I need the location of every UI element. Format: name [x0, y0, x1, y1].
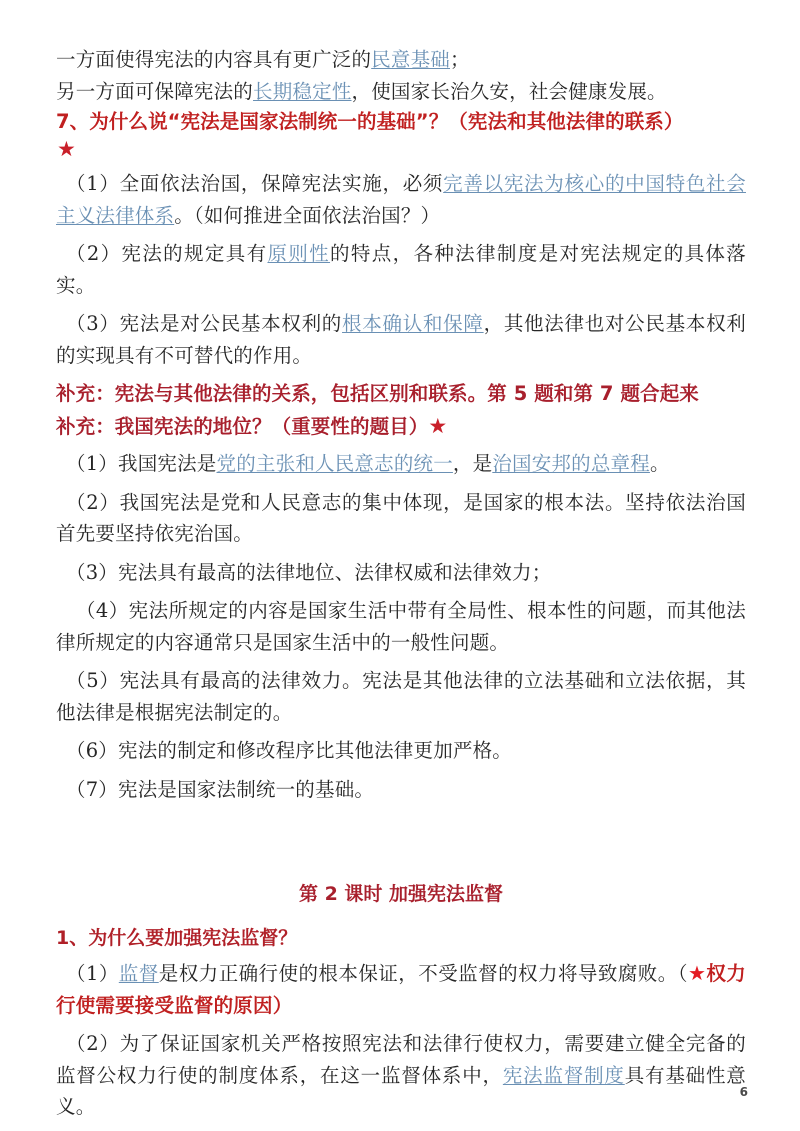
link-yuanzexing[interactable]: 原则性 [267, 242, 331, 265]
intro-line-2-post: ，使国家长治久安，社会健康发展。 [351, 79, 667, 103]
lesson-2-item-1 [56, 958, 746, 1021]
star-icon: ★ [57, 137, 76, 161]
q7-item-3 [56, 308, 746, 371]
intro-line-1-pre: 一方面使得宪法的内容具有更广泛的 [56, 48, 372, 71]
intro-line-2 [56, 76, 746, 108]
status-item-6: （6）宪法的制定和修改程序比其他法律更加严格。 [66, 739, 513, 762]
q7-item-2 [56, 238, 746, 301]
status-item-1-mid: ，是 [452, 452, 493, 475]
lesson-2-item-1-emph: 权力行使需要接受监督的原因） [56, 962, 747, 1017]
q7-item-1-pre: （1）全面依法治国，保障宪法实施，必须 [66, 172, 444, 195]
intro-line-2-pre: 另一方面可保障宪法的 [56, 79, 254, 103]
page-content [56, 44, 746, 1123]
link-xianfa-jiandu-zhidu[interactable]: 宪法监督制度 [502, 1063, 625, 1087]
q7-item-2-pre: （2）宪法的规定具有 [66, 242, 268, 265]
lesson-2-item-2 [56, 1028, 746, 1123]
lesson-2-item-2-pre: （2）为了保证国家机关严格按照宪法和法律行使权力，需要建立健全完备的监督公权力行使的制度体系，在这一监督体系中， [56, 1032, 746, 1087]
intro-line-1-post: ； [450, 48, 470, 71]
status-item-4: （4）宪法所规定的内容是国家生活中带有全局性、根本性的问题，而其他法律所规定的内容通常只是国家生活中的一般性问题。 [56, 599, 746, 654]
link-dang-renmin-tongyi[interactable]: 党的主张和人民意志的统一 [216, 452, 453, 475]
star-icon: ★ [687, 961, 707, 985]
link-changqi-wendingxing[interactable]: 长期稳定性 [253, 79, 352, 103]
question-7-heading: 7、为什么说“宪法是国家法制统一的基础”？（宪法和其他法律的联系） [56, 110, 684, 133]
status-item-5: （5）宪法具有最高的法律效力。宪法是其他法律的立法基础和立法依据，其他法律是根据宪法制定的。 [56, 669, 746, 724]
q7-item-3-pre: （3）宪法是对公民基本权利的 [66, 312, 343, 335]
status-item-7: （7）宪法是国家法制统一的基础。 [66, 777, 375, 801]
supplement-status-heading-text: 补充：我国宪法的地位？（重要性的题目） [56, 415, 429, 438]
status-item-3: （3）宪法具有最高的法律地位、法律权威和法律效力； [66, 560, 552, 584]
link-wanshan-falv-tixi[interactable]: 完善以宪法为核心的中国特色社会主义法律体系 [56, 172, 746, 227]
page-number: 6 [739, 1085, 748, 1099]
lesson-2-item-1-mid: 是权力正确行使的根本保证，不受监督的权力将导致腐败。（ [158, 962, 688, 985]
status-item-1-post: 。 [649, 452, 670, 475]
q7-item-3-post: ，其他法律也对公民基本权利的实现具有不可替代的作用。 [56, 312, 746, 367]
status-item-1 [56, 448, 746, 480]
title-spacer [56, 909, 746, 923]
link-genben-queren-baozhang[interactable]: 根本确认和保障 [342, 312, 484, 335]
link-minyi-jichu[interactable]: 民意基础 [371, 48, 451, 71]
star-icon: ★ [428, 414, 448, 438]
q7-item-1 [56, 168, 746, 231]
link-zhiguo-anbang-zongzhangcheng[interactable]: 治国安邦的总章程 [492, 452, 650, 475]
question-7-star-line [56, 137, 746, 163]
section-spacer [56, 805, 746, 879]
supplement-status-heading [56, 410, 746, 443]
lesson-2-title: 第 2 课时 加强宪法监督 [298, 883, 504, 905]
lesson-2-item-1-pre: （1） [66, 962, 119, 985]
status-item-1-pre: （1）我国宪法是 [66, 452, 217, 475]
status-item-2: （2）我国宪法是党和人民意志的集中体现，是国家的根本法。坚持依法治国首先要坚持依宪治国。 [56, 490, 746, 545]
lesson-2-item-2-post: 具有基础性意义。 [56, 1063, 746, 1118]
supplement-note: 补充：宪法与其他法律的关系，包括区别和联系。第 5 题和第 7 题合起来 [56, 382, 699, 405]
link-jiandu[interactable]: 监督 [118, 962, 159, 985]
q7-item-1-post: 。（如何推进全面依法治国？） [174, 203, 441, 227]
intro-line-1 [56, 44, 746, 76]
q7-item-2-post: 的特点，各种法律制度是对宪法规定的具体落实。 [56, 242, 746, 297]
lesson-2-question-1: 1、为什么要加强宪法监督？ [56, 927, 298, 949]
